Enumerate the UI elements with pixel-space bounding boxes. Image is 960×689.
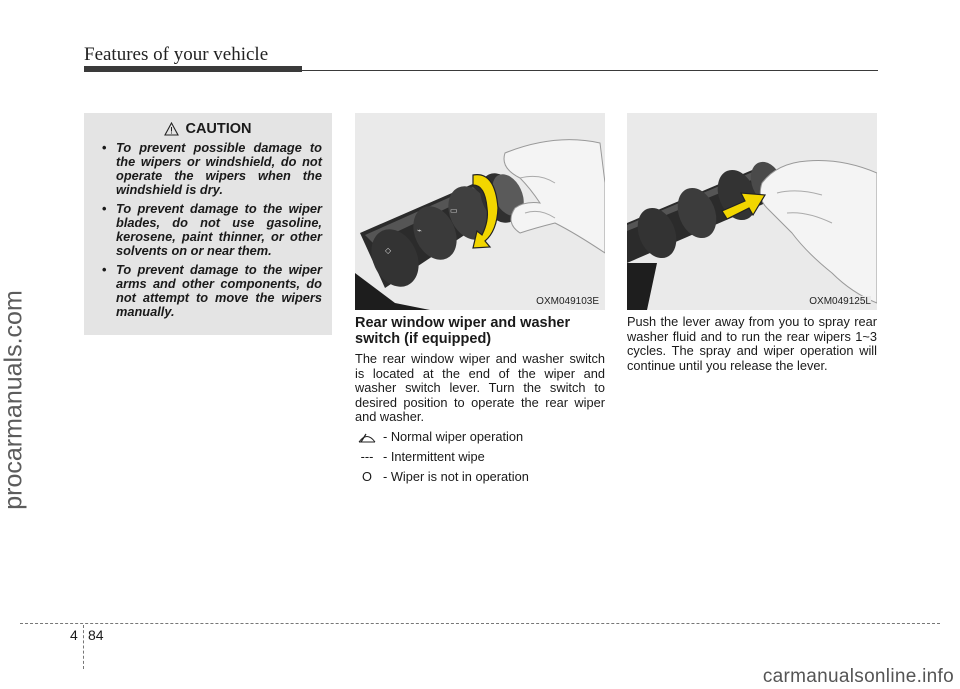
mode-symbol: O xyxy=(362,468,372,484)
mode-row-intermittent xyxy=(355,449,605,465)
svg-text:◇: ◇ xyxy=(385,246,392,255)
footer-rule xyxy=(20,623,940,624)
section-body: The rear window wiper and washer switch is located at the end of the wiper and washer switch lever. Turn the switch to desired position to operate the rear wiper and washer. xyxy=(355,351,605,425)
mode-label: - Intermittent wipe xyxy=(383,448,485,464)
warning-triangle-icon xyxy=(164,122,179,136)
header-rule-thin xyxy=(302,70,878,71)
section-title: Rear window wiper and washer switch (if equipped) xyxy=(355,315,571,347)
figure-code: OXM049103E xyxy=(536,296,599,307)
svg-text:⌁: ⌁ xyxy=(417,226,422,235)
mode-label: - Wiper is not in operation xyxy=(383,468,529,484)
side-watermark-text: procarmanuals.com xyxy=(0,290,28,510)
mode-row-normal xyxy=(355,429,605,445)
caution-item: • To prevent damage to the wiper arms and other components, do not attempt to move the wipers manually. xyxy=(102,262,322,319)
rear-washer-section xyxy=(627,315,877,373)
caution-item: • To prevent damage to the wiper blades, do not use gasoline, kerosene, paint thinner, or other solvents on or near them. xyxy=(102,201,322,258)
svg-text:▭: ▭ xyxy=(450,206,458,215)
mode-symbol: --- xyxy=(360,448,374,464)
caution-item: • To prevent possible damage to the wipers or windshield, do not operate the wipers when the windshield is dry. xyxy=(102,140,322,197)
caution-list xyxy=(94,141,322,319)
mode-row-off xyxy=(355,469,605,485)
page-header-title: Features of your vehicle xyxy=(84,44,269,65)
figure-rear-wiper-switch xyxy=(355,113,605,310)
bottom-watermark: carmanualsonline.info xyxy=(762,666,954,687)
footer-divider xyxy=(83,625,84,669)
wiper-lever-push-illustration xyxy=(627,113,877,310)
mode-label: - Normal wiper operation xyxy=(383,428,524,444)
caution-title: CAUTION xyxy=(185,121,252,137)
wiper-lever-twist-illustration xyxy=(355,113,605,310)
figure-code: OXM049125L xyxy=(809,296,871,307)
washer-body: Push the lever away from you to spray rear washer fluid and to run the rear wipers 1~3 cycles. The spray and wiper operation will continue until you release the lever. xyxy=(627,314,877,373)
page-number: 84 xyxy=(88,627,104,643)
caution-box xyxy=(84,113,332,335)
figure-rear-washer-push xyxy=(627,113,877,310)
chapter-number: 4 xyxy=(70,627,78,643)
rear-wiper-section xyxy=(355,315,605,485)
header-rule-thick xyxy=(84,66,302,72)
wiper-symbol-icon xyxy=(355,430,379,444)
caution-heading xyxy=(94,121,322,137)
